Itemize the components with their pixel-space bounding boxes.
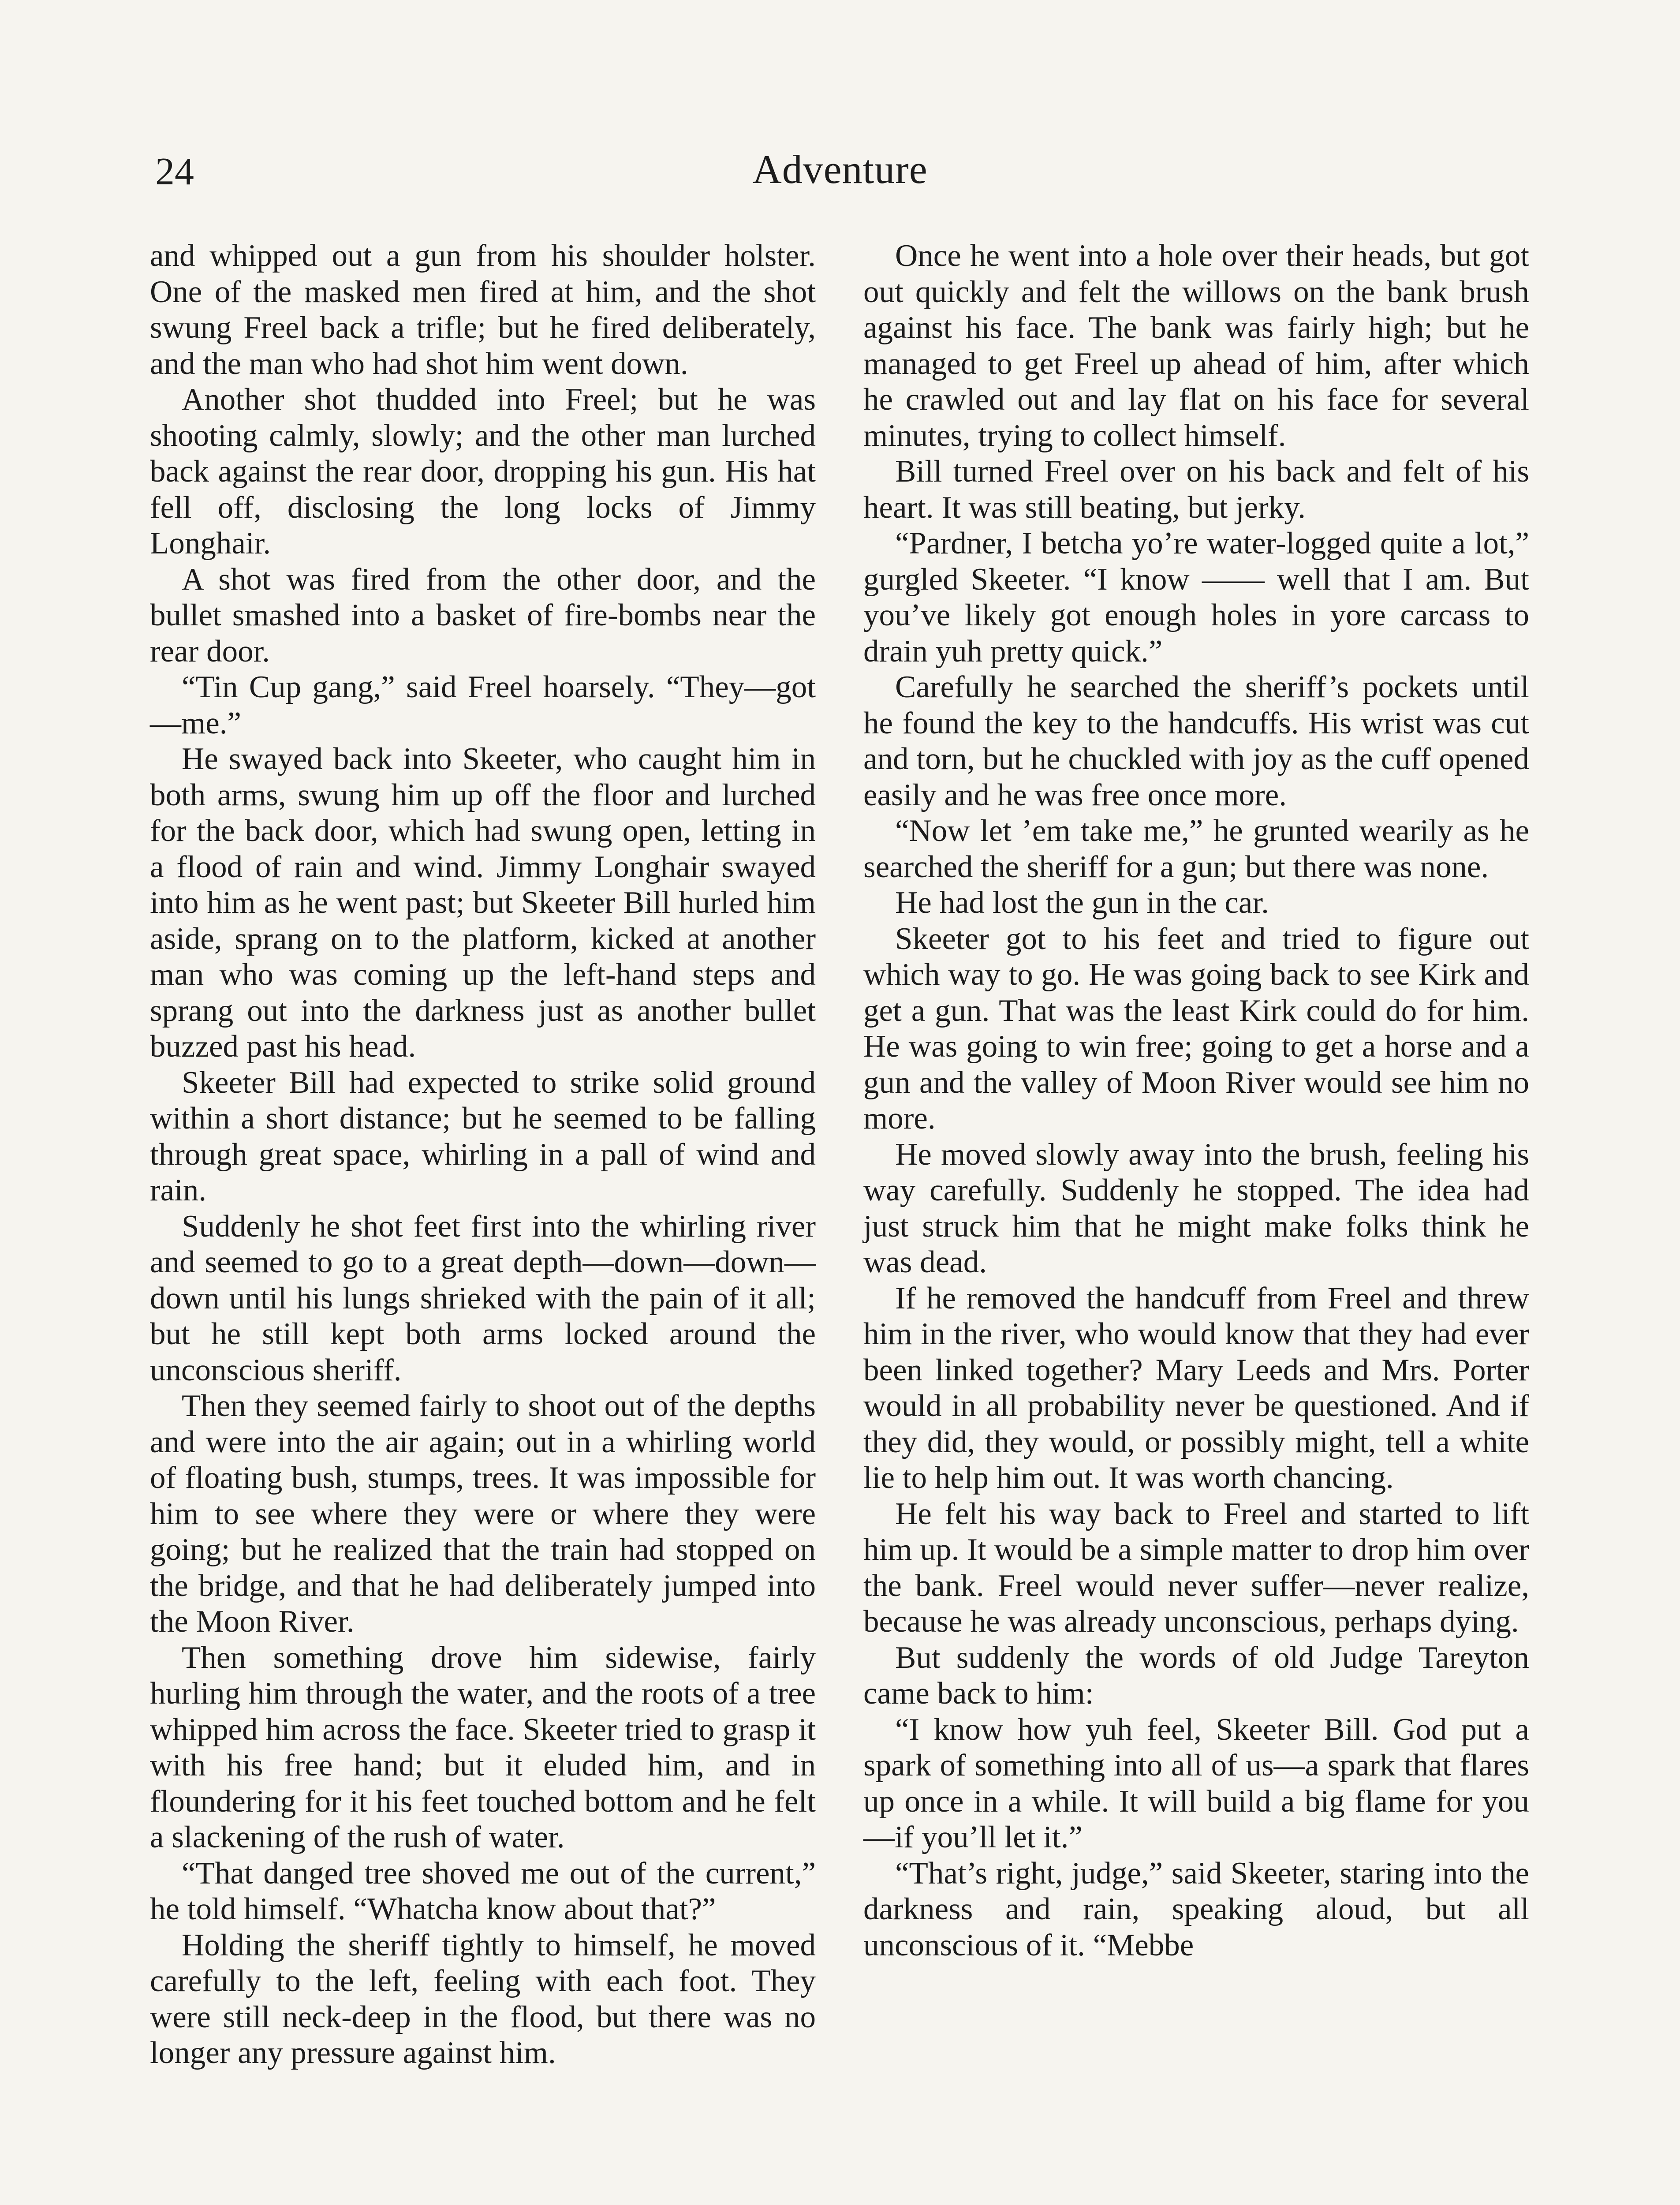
paragraph: He moved slowly away into the brush, feeling his way carefully. Suddenly he stopped. The idea had just struck him that he might make folks think he was dead. — [863, 1137, 1529, 1279]
paragraph: and whipped out a gun from his shoulder holster. One of the masked men fired at him, and the shot swung Freel back a trifle; but he fired deliberately, and the man who had shot him went down. — [150, 239, 816, 381]
paragraph: Then they seemed fairly to shoot out of the depths and were into the air again; out in a whirling world of floating bush, stumps, trees. It was impossible for him to see where they were or where they were going; but he realized that the train had stopped on the bridge, and that he had deliberately jumped into the Moon River. — [150, 1389, 816, 1639]
paragraph: Suddenly he shot feet first into the whirling river and seemed to go to a great depth—down—down—down until his lungs shrieked with the pain of it all; but he still kept both arms locked around the unconscious sheriff. — [150, 1209, 816, 1387]
page-title: Adventure — [752, 147, 928, 192]
paragraph: “Tin Cup gang,” said Freel hoarsely. “They—got—me.” — [150, 670, 816, 740]
paragraph: If he removed the handcuff from Freel and threw him in the river, who would know that they had ever been linked together? Mary Leeds and Mrs. Porter would in all probability never be questioned. And if they did, they would, or possibly might, tell a white lie to help him out. It was worth chancing. — [863, 1281, 1529, 1495]
paragraph: Skeeter Bill had expected to strike solid ground within a short distance; but he seemed to be falling through great space, whirling in a pall of wind and rain. — [150, 1065, 816, 1207]
paragraph: He swayed back into Skeeter, who caught him in both arms, swung him up off the floor and lurched for the back door, which had swung open, letting in a flood of rain and wind. Jimmy Longhair swayed into him as he went past; but Skeeter Bill hurled him aside, sprang on to the platform, kicked at another man who was coming up the left-hand steps and sprang out into the darkness just as another bullet buzzed past his head. — [150, 742, 816, 1064]
paragraph: Another shot thudded into Freel; but he was shooting calmly, slowly; and the other man lurched back against the rear door, dropping his gun. His hat fell off, disclosing the long locks of Jimmy Longhair. — [150, 382, 816, 561]
right-column — [863, 238, 1529, 1963]
left-column — [150, 238, 816, 2071]
paragraph: Bill turned Freel over on his back and felt of his heart. It was still beating, but jerky. — [863, 454, 1529, 525]
paragraph: “Now let ’em take me,” he grunted wearily as he searched the sheriff for a gun; but there was none. — [863, 814, 1529, 884]
paragraph: Holding the sheriff tightly to himself, he moved carefully to the left, feeling with each foot. They were still neck-deep in the flood, but there was no longer any pressure against him. — [150, 1928, 816, 2070]
paragraph: He had lost the gun in the car. — [895, 886, 1269, 920]
page-number: 24 — [155, 150, 194, 193]
paragraph: “That danged tree shoved me out of the current,” he told himself. “Whatcha know about that?” — [150, 1856, 816, 1926]
paragraph: He felt his way back to Freel and started to lift him up. It would be a simple matter to drop him over the bank. Freel would never suffer—never realize, because he was already unconscious, perhaps dying. — [863, 1496, 1529, 1639]
paragraph: Once he went into a hole over their heads, but got out quickly and felt the willows on the bank brush against his face. The bank was fairly high; but he managed to get Freel up ahead of him, after which he crawled out and lay flat on his face for several minutes, trying to collect himself. — [863, 239, 1529, 453]
paragraph: Then something drove him sidewise, fairly hurling him through the water, and the roots of a tree whipped him across the face. Skeeter tried to grasp it with his free hand; but it eluded him, and in floundering for it his feet touched bottom and he felt a slackening of the rush of water. — [150, 1640, 816, 1854]
paragraph: “I know how yuh feel, Skeeter Bill. God put a spark of something into all of us—a spark that flares up once in a while. It will build a big flame for you—if you’ll let it.” — [863, 1712, 1529, 1854]
paragraph: “Pardner, I betcha yo’re water-logged quite a lot,” gurgled Skeeter. “I know —— well that I am. But you’ve likely got enough holes in yore carcass to drain yuh pretty quick.” — [863, 526, 1529, 669]
paragraph: Carefully he searched the sheriff’s pockets until he found the key to the handcuffs. His wrist was cut and torn, but he chuckled with joy as the cuff opened easily and he was free once more. — [863, 670, 1529, 812]
paragraph: But suddenly the words of old Judge Tareyton came back to him: — [863, 1640, 1529, 1711]
paragraph: Skeeter got to his feet and tried to figure out which way to go. He was going back to see Kirk and get a gun. That was the least Kirk could do for him. He was going to win free; going to get a horse and a gun and the valley of Moon River would see him no more. — [863, 921, 1529, 1136]
paragraph: A shot was fired from the other door, and the bullet smashed into a basket of fire-bombs near the rear door. — [150, 562, 816, 669]
paragraph: “That’s right, judge,” said Skeeter, staring into the darkness and rain, speaking aloud, but all unconscious of it. “Mebbe — [863, 1856, 1529, 1962]
